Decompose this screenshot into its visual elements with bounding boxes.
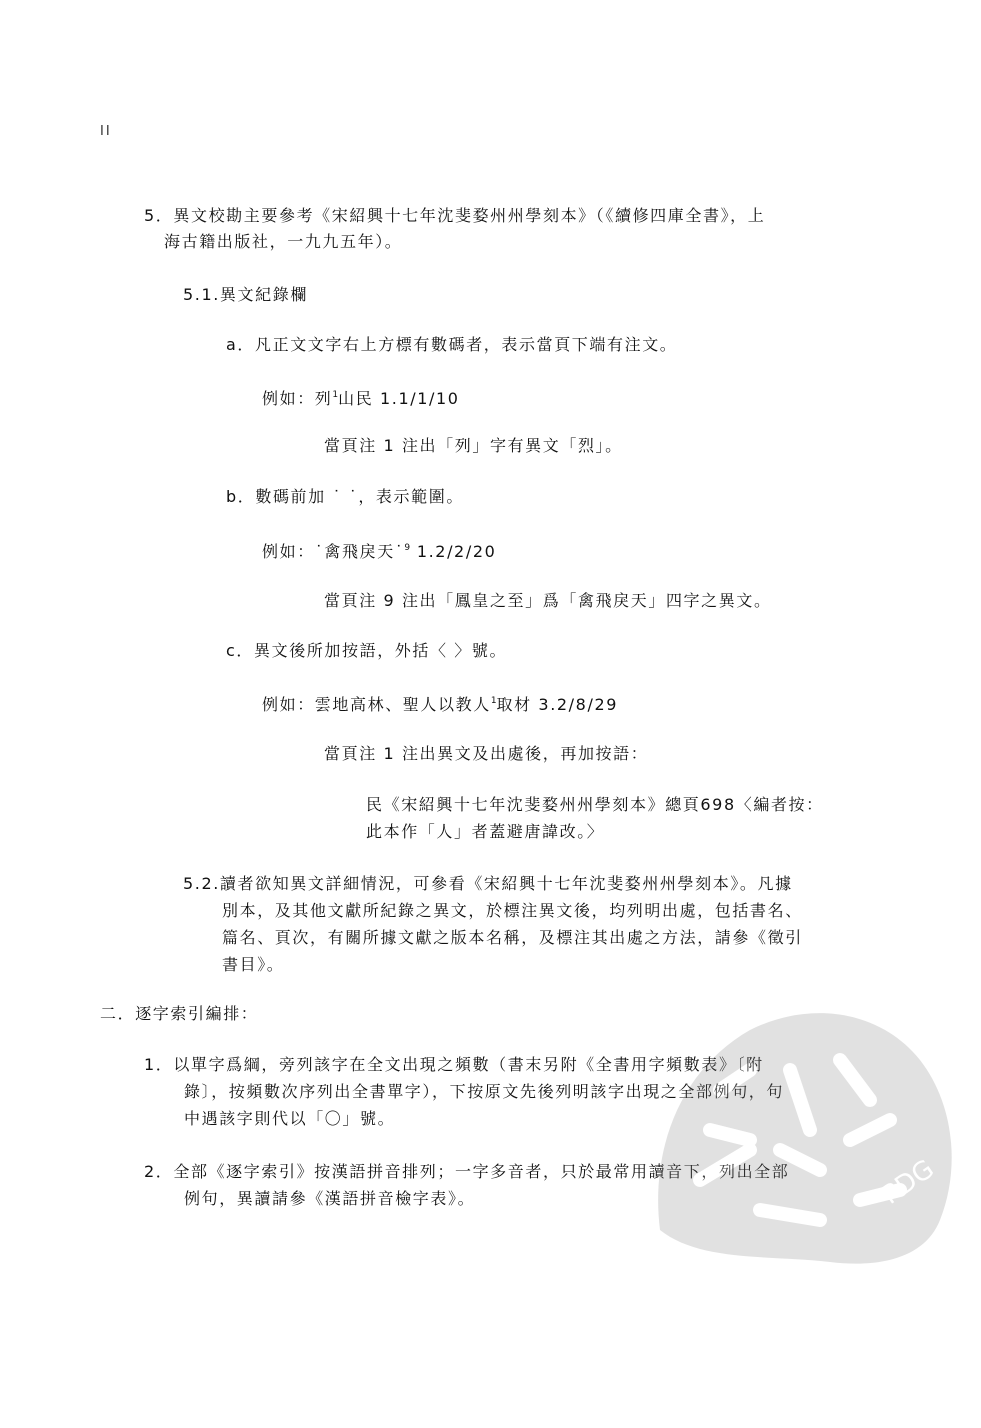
example-b — [262, 536, 496, 564]
page-number: II — [100, 124, 112, 139]
section-2-item2-line1: 2．全部《逐字索引》按漢語拼音排列；一字多音者，只於最常用讀音下，列出全部 — [144, 1162, 790, 1181]
item5-line1: 5．異文校勘主要參考《宋紹興十七年沈斐婺州州學刻本》（《續修四庫全書》，上 — [144, 206, 766, 225]
note-a: 當頁注 1 注出「列」字有異文「烈」。 — [324, 436, 623, 455]
section-5-1-heading: 5.1.異文紀錄欄 — [183, 285, 308, 304]
quote-line1: 民《宋紹興十七年沈斐婺州州學刻本》總頁698〈編者按： — [366, 795, 824, 814]
seal-shape — [658, 1013, 952, 1263]
example-c-pre: 例如：雲地高林、聖人以教人 — [262, 695, 491, 714]
example-b-pre: 例如：˙禽飛戾天˙ — [262, 542, 405, 561]
footnote-mark: 9 — [404, 543, 411, 553]
example-a — [262, 383, 460, 411]
note-b: 當頁注 9 注出「鳳皇之至」爲「禽飛戾天」四字之異文。 — [324, 591, 772, 610]
example-c — [262, 689, 618, 717]
rule-c: c．異文後所加按語，外括〈 〉號。 — [226, 641, 508, 660]
footnote-mark: 1 — [332, 390, 339, 400]
item5-line2: 海古籍出版社，一九九五年）。 — [164, 232, 403, 251]
watermark-seal — [640, 1000, 970, 1270]
note-c: 當頁注 1 注出異文及出處後，再加按語： — [324, 744, 649, 763]
section-2-heading: 二．逐字索引編排： — [100, 1004, 259, 1023]
example-b-post: 1.2/2/20 — [410, 542, 497, 561]
section-2-item1-line2: 錄〕，按頻數次序列出全書單字），下按原文先後列明該字出現之全部例句，句 — [184, 1082, 785, 1101]
rule-b: b．數碼前加 ˙ ˙，表示範圍。 — [226, 487, 464, 506]
section-2-item2-line2: 例句，異讀請參《漢語拼音檢字表》。 — [184, 1189, 476, 1208]
example-a-post: 山民 1.1/1/10 — [338, 389, 460, 408]
section-5-2-line2: 別本，及其他文獻所紀錄之異文，於標注異文後，均列明出處，包括書名、 — [222, 901, 803, 920]
section-5-2-line3: 篇名、頁次，有關所據文獻之版本名稱，及標注其出處之方法，請參《徵引 — [222, 928, 803, 947]
footnote-mark: 1 — [490, 696, 497, 706]
section-5-2-line4: 書目》。 — [222, 955, 285, 974]
example-c-post: 取材 3.2/8/29 — [496, 695, 618, 714]
section-5-2-line1: 5.2.讀者欲知異文詳細情況，可參看《宋紹興十七年沈斐婺州州學刻本》。凡據 — [183, 874, 793, 893]
watermark-label: PDG — [876, 1154, 940, 1211]
example-a-pre: 例如：列 — [262, 389, 333, 408]
rule-a: a．凡正文文字右上方標有數碼者，表示當頁下端有注文。 — [226, 335, 678, 354]
section-2-item1-line1: 1．以單字爲綱，旁列該字在全文出現之頻數（書末另附《全書用字頻數表》〔附 — [144, 1055, 764, 1074]
section-2-item1-line3: 中遇該字則代以「〇」號。 — [184, 1109, 396, 1128]
quote-line2: 此本作「人」者蓋避唐諱改。〉 — [366, 822, 605, 841]
